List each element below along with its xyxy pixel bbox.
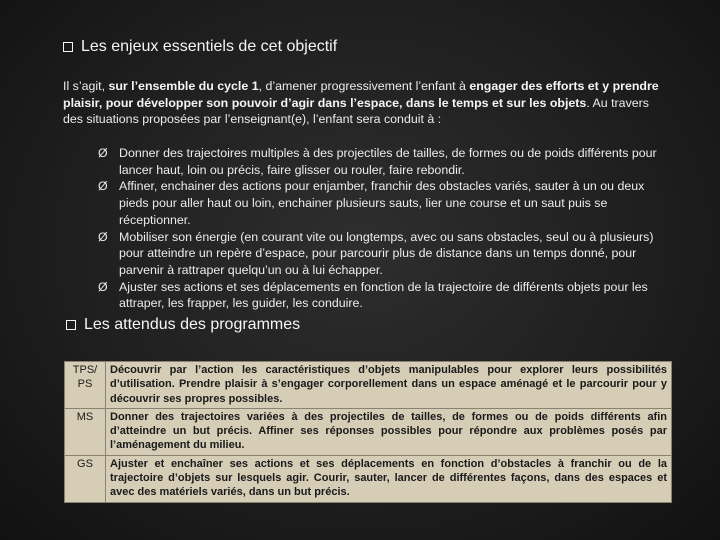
description-cell: Donner des trajectoires variées à des projectiles de tailles, de formes ou de poids différents afin d’atteindre un but précis. Affiner ses réponses possibles pour répondre aux problèmes posés par l’aménagement du milieu. xyxy=(106,408,672,455)
table-row xyxy=(65,362,672,409)
level-cell: GS xyxy=(65,455,106,502)
list-item xyxy=(98,145,658,178)
section-heading-enjeux xyxy=(63,38,337,56)
programme-table xyxy=(64,361,672,503)
description-cell: Ajuster et enchaîner ses actions et ses déplacements en fonction d’obstacles à franchir ou de la trajectoire d’objets sur lesquels agir. Courir, sauter, lancer de différentes façons, dans des espaces et avec des matériels variés, dans un but précis. xyxy=(106,455,672,502)
arrow-bullet-icon: Ø xyxy=(98,179,108,194)
list-item-text: Donner des trajectoires multiples à des projectiles de tailles, de formes ou de poids différents pour lancer haut, loin ou précis, faire glisser ou rouler, faire rebondir. xyxy=(119,146,657,177)
list-item-text: Affiner, enchainer des actions pour enjamber, franchir des obstacles variés, sauter à un ou deux pieds pour aller haut ou loin, enchainer plusieurs sauts, lier une course et un saut puis se réceptionner. xyxy=(119,179,645,227)
section-heading-text: Les enjeux essentiels de cet objectif xyxy=(81,38,338,55)
list-item xyxy=(98,178,658,228)
level-cell: TPS/ PS xyxy=(65,362,106,409)
arrow-bullet-icon: Ø xyxy=(98,229,108,244)
table-row xyxy=(65,408,672,455)
list-item xyxy=(98,279,658,312)
intro-bold-text: engager des efforts et y prendre plaisir, pour développer son pouvoir d’agir dans l’espace, dans le temps et sur les objets xyxy=(63,79,659,110)
table-row xyxy=(65,455,672,502)
description-cell: Découvrir par l’action les caractéristiques d’objets manipulables pour explorer leurs possibilités d’utilisation. Prendre plaisir à s’engager corporellement dans un espace aménagé et le parcourir pour y découvrir ses propres possibles. xyxy=(106,362,672,409)
arrow-bullet-icon: Ø xyxy=(98,146,108,160)
list-item xyxy=(98,229,658,279)
section-heading-attendus xyxy=(66,316,300,334)
list-item-text: Ajuster ses actions et ses déplacements en fonction de la trajectoire de différents objets pour les attraper, les frapper, les guider, les conduire. xyxy=(119,279,648,311)
section-heading-text: Les attendus des programmes xyxy=(84,316,301,333)
objectives-list xyxy=(98,145,658,312)
checkbox-bullet-icon xyxy=(66,320,76,330)
intro-text: Il s’agit, xyxy=(63,79,109,93)
intro-text: . Au travers des situations proposées par l’enseignant(e), l’enfant sera conduit à : xyxy=(63,95,649,127)
intro-bold-text: sur l’ensemble du cycle 1 xyxy=(108,79,259,93)
checkbox-bullet-icon xyxy=(63,42,73,52)
intro-paragraph xyxy=(63,78,663,128)
list-item-text: Mobiliser son énergie (en courant vite ou longtemps, avec ou sans obstacles, seul ou à plusieurs) pour atteindre un repère d’espace, pour parcourir plus de distance dans un temps donné, pour parvenir à rattraper quelqu’un ou à lui échapper. xyxy=(119,229,654,277)
intro-text: , d’amener progressivement l’enfant à xyxy=(258,79,470,93)
level-cell: MS xyxy=(65,408,106,455)
arrow-bullet-icon: Ø xyxy=(98,279,108,294)
